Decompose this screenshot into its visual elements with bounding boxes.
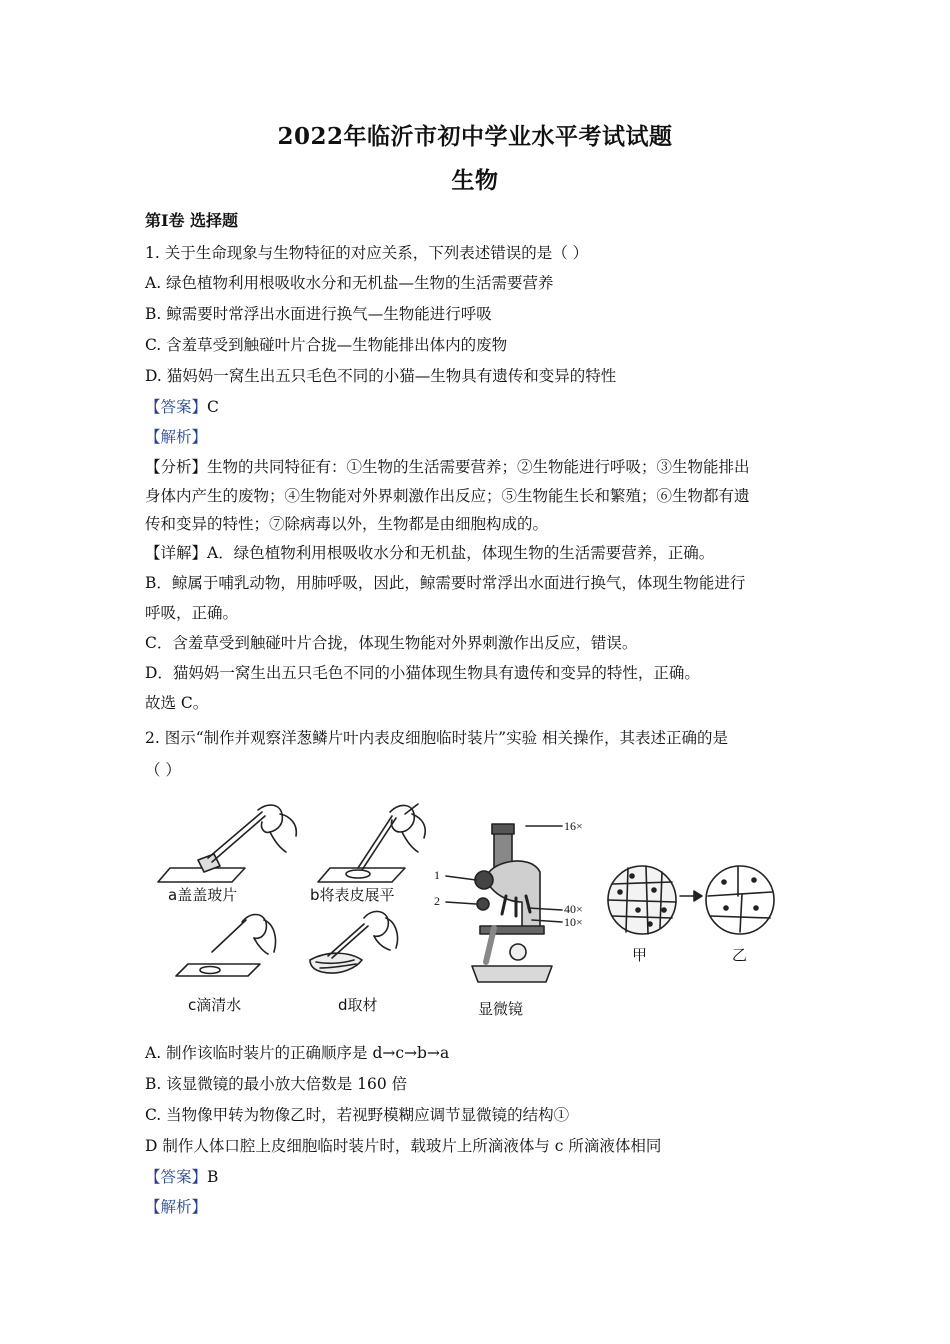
label-yi: 乙 (732, 946, 748, 964)
q1-fenxi-3: 传和变异的特性；⑦除病毒以外，生物都是由细胞构成的。 (145, 515, 549, 533)
xiangjie-a-text: A．绿色植物利用根吸收水分和无机盐，体现生物的生活需要营养，正确。 (207, 544, 715, 562)
q1-fenxi-1 (145, 455, 750, 477)
q2-stem-2: （ ） (145, 761, 181, 779)
q1-conclusion: 故选 C。 (145, 694, 209, 712)
panel-d-drawing (310, 911, 398, 973)
q1-fenxi-2: 身体内产生的废物；④生物能对外界刺激作出反应；⑤生物能生长和繁殖；⑥生物都有遗 (145, 487, 750, 505)
q2-option-a: A. 制作该临时装片的正确顺序是 d→c→b→a (145, 1044, 450, 1062)
q2-answer (145, 1165, 218, 1187)
page-title: 2022年临沂市初中学业水平考试试题 (277, 123, 673, 150)
view-yi-drawing (706, 866, 774, 934)
page-subtitle: 生物 (451, 167, 499, 194)
mag-eyepiece: 16× (564, 819, 583, 833)
label-microscope: 显微镜 (478, 1000, 524, 1018)
xiangjie-tag: 【详解】 (145, 544, 208, 562)
fenxi-tag: 【分析】 (145, 458, 208, 476)
mark-1: 1 (434, 868, 440, 882)
q2-option-d: D 制作人体口腔上皮细胞临时装片时，载玻片上所滴液体与 c 所滴液体相同 (145, 1137, 662, 1155)
fenxi-text-1: 生物的共同特征有：①生物的生活需要营养；②生物能进行呼吸；③生物能排出 (207, 458, 750, 476)
q1-option-a: A. 绿色植物利用根吸收水分和无机盐—生物的生活需要营养 (145, 274, 554, 292)
panel-c-drawing (176, 915, 276, 977)
q1-xiangjie-a (145, 541, 714, 563)
mag-obj1: 40× (564, 902, 583, 916)
panel-b-drawing (318, 804, 425, 882)
answer-tag: 【答案】 (145, 1168, 208, 1186)
q1-option-b: B. 鲸需要时常浮出水面进行换气—生物能进行呼吸 (145, 305, 492, 323)
q2-option-b: B. 该显微镜的最小放大倍数是 160 倍 (145, 1075, 408, 1093)
q1-xiangjie-b1: B．鲸属于哺乳动物，用肺呼吸，因此，鲸需要时常浮出水面进行换气，体现生物能进行 (145, 574, 746, 592)
label-d: d取材 (338, 996, 378, 1014)
answer-tag: 【答案】 (145, 398, 208, 416)
q1-answer-value: C (207, 398, 219, 416)
q1-analysis (145, 425, 207, 447)
q2-answer-value: B (207, 1168, 219, 1186)
view-jia-drawing (608, 866, 676, 934)
analysis-tag: 【解析】 (145, 1198, 208, 1216)
q1-stem: 1. 关于生命现象与生物特征的对应关系，下列表述错误的是（ ） (145, 244, 589, 262)
q2-option-c: C. 当物像甲转为物像乙时，若视野模糊应调节显微镜的结构① (145, 1106, 570, 1124)
label-jia: 甲 (632, 946, 648, 964)
mag-obj2: 10× (564, 915, 583, 929)
q1-option-c: C. 含羞草受到触碰叶片合拢—生物能排出体内的废物 (145, 336, 508, 354)
q1-answer (145, 395, 219, 417)
figure-drawing (150, 792, 800, 1024)
label-c: c滴清水 (188, 996, 242, 1014)
q1-option-d: D. 猫妈妈一窝生出五只毛色不同的小猫—生物具有遗传和变异的特性 (145, 367, 617, 385)
q1-xiangjie-b2: 呼吸，正确。 (145, 604, 239, 622)
panel-a-drawing (158, 805, 296, 882)
q2-stem-1: 2. 图示“制作并观察洋葱鳞片叶内表皮细胞临时装片”实验 相关操作，其表述正确的是 (145, 729, 728, 747)
q1-xiangjie-c: C．含羞草受到触碰叶片合拢，体现生物能对外界刺激作出反应，错误。 (145, 634, 638, 652)
q2-analysis (145, 1195, 207, 1217)
q1-xiangjie-d: D．猫妈妈一窝生出五只毛色不同的小猫体现生物具有遗传和变异的特性，正确。 (145, 664, 700, 682)
label-b: b将表皮展平 (310, 886, 395, 904)
mark-2: 2 (434, 894, 440, 908)
analysis-tag: 【解析】 (145, 428, 208, 446)
label-a: a盖盖玻片 (168, 886, 238, 904)
microscope-drawing (472, 824, 552, 982)
section-heading: 第Ⅰ卷 选择题 (145, 211, 239, 230)
experiment-figure (150, 792, 800, 1024)
